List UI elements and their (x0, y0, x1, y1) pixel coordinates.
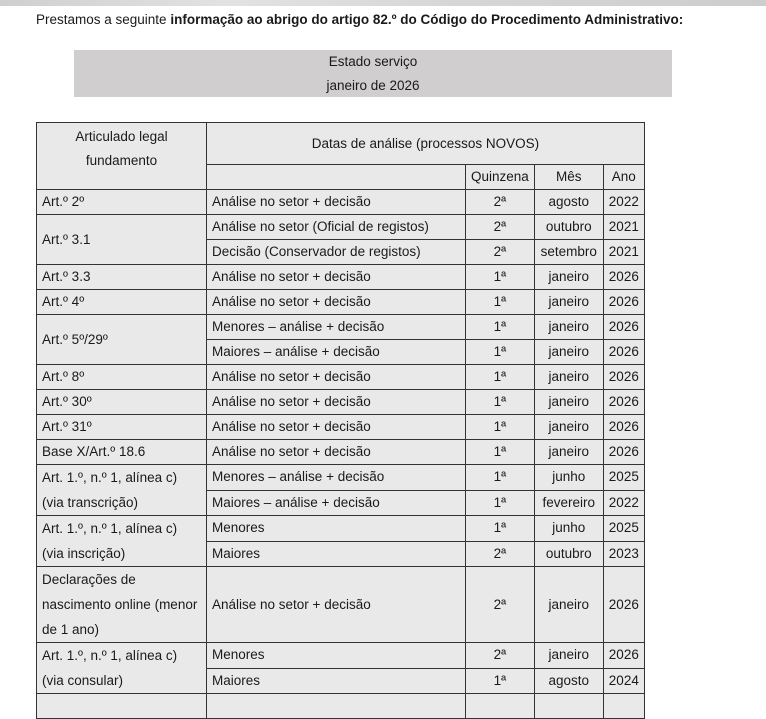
description-cell: Análise no setor (Oficial de registos) (207, 215, 466, 240)
year-cell: 2025 (603, 465, 644, 491)
month-cell: janeiro (534, 440, 603, 465)
description-cell: Análise no setor + decisão (207, 290, 466, 315)
year-cell: 2026 (603, 340, 644, 365)
table-row (37, 215, 645, 240)
description-cell: Menores – análise + decisão (207, 465, 466, 491)
table-row (37, 265, 645, 290)
description-cell: Maiores (207, 668, 466, 694)
year-cell: 2026 (603, 290, 644, 315)
table-row (37, 290, 645, 315)
month-cell: janeiro (534, 315, 603, 340)
description-cell: Decisão (Conservador de registos) (207, 240, 466, 265)
intro-text (36, 12, 683, 27)
year-cell: 2024 (603, 668, 644, 694)
year-cell: 2021 (603, 240, 644, 265)
legal-basis-cell: Art.º 31º (37, 415, 207, 440)
month-cell: janeiro (534, 340, 603, 365)
month-cell: agosto (534, 190, 603, 215)
top-strip (0, 0, 766, 6)
description-cell: Análise no setor + decisão (207, 190, 466, 215)
description-cell: Menores (207, 643, 466, 669)
description-cell: Análise no setor + decisão (207, 567, 466, 643)
year-cell: 2022 (603, 490, 644, 516)
table-row (37, 315, 645, 340)
intro-prefix: Prestamos a seguinte (36, 12, 171, 27)
table-row (37, 440, 645, 465)
quinzena-cell: 1ª (466, 340, 535, 365)
table-row (37, 390, 645, 415)
quinzena-cell: 1ª (466, 440, 535, 465)
year-cell: 2026 (603, 567, 644, 643)
month-cell: outubro (534, 215, 603, 240)
month-cell: janeiro (534, 567, 603, 643)
month-cell: junho (534, 465, 603, 491)
legal-basis-cell: Art.º 3.1 (37, 215, 207, 265)
month-cell: junho (534, 516, 603, 542)
table-row (37, 516, 645, 542)
table-row (37, 415, 645, 440)
month-cell: janeiro (534, 365, 603, 390)
quinzena-cell: 1ª (466, 265, 535, 290)
title-line-1: Estado serviço (328, 54, 418, 69)
description-cell: Maiores – análise + decisão (207, 490, 466, 516)
quinzena-cell: 1ª (466, 668, 535, 694)
quinzena-cell: 1ª (466, 490, 535, 516)
legal-basis-cell: Base X/Art.º 18.6 (37, 440, 207, 465)
quinzena-cell: 1ª (466, 365, 535, 390)
year-cell: 2026 (603, 643, 644, 669)
month-cell: setembro (534, 240, 603, 265)
quinzena-cell: 1ª (466, 390, 535, 415)
legal-basis-cell: Art.º 3.3 (37, 265, 207, 290)
title-box (74, 50, 672, 97)
year-cell (603, 694, 644, 719)
quinzena-cell: 1ª (466, 290, 535, 315)
quinzena-cell: 1ª (466, 465, 535, 491)
description-cell: Maiores (207, 541, 466, 567)
description-cell: Maiores – análise + decisão (207, 340, 466, 365)
table-row (37, 567, 645, 643)
description-cell (207, 694, 466, 719)
legal-basis-cell: Declarações de nascimento online (menor de 1 ano) (37, 567, 207, 643)
year-cell: 2026 (603, 315, 644, 340)
status-table (36, 122, 645, 719)
quinzena-cell: 2ª (466, 643, 535, 669)
month-cell: janeiro (534, 390, 603, 415)
header-mes: Mês (534, 165, 603, 190)
table-row (37, 643, 645, 669)
table-row (37, 365, 645, 390)
quinzena-cell (466, 694, 535, 719)
legal-basis-cell (37, 694, 207, 719)
year-cell: 2021 (603, 215, 644, 240)
quinzena-cell: 1ª (466, 516, 535, 542)
quinzena-cell: 2ª (466, 190, 535, 215)
year-cell: 2025 (603, 516, 644, 542)
legal-basis-cell: Art. 1.º, n.º 1, alínea c) (via transcrição) (37, 465, 207, 516)
quinzena-cell: 1ª (466, 415, 535, 440)
year-cell: 2026 (603, 440, 644, 465)
description-cell: Análise no setor + decisão (207, 265, 466, 290)
header-quinzena: Quinzena (466, 165, 535, 190)
quinzena-cell: 2ª (466, 541, 535, 567)
table-row (37, 694, 645, 719)
month-cell: janeiro (534, 265, 603, 290)
month-cell: outubro (534, 541, 603, 567)
table-row (37, 190, 645, 215)
year-cell: 2022 (603, 190, 644, 215)
header-group: Datas de análise (processos NOVOS) (207, 123, 645, 165)
legal-basis-cell: Art.º 2º (37, 190, 207, 215)
month-cell (534, 694, 603, 719)
year-cell: 2026 (603, 415, 644, 440)
legal-basis-cell: Art.º 8º (37, 365, 207, 390)
legal-basis-cell: Art.º 4º (37, 290, 207, 315)
quinzena-cell: 2ª (466, 567, 535, 643)
header-legal: Articulado legal fundamento (37, 123, 207, 190)
year-cell: 2026 (603, 365, 644, 390)
year-cell: 2026 (603, 390, 644, 415)
quinzena-cell: 2ª (466, 215, 535, 240)
intro-bold: informação ao abrigo do artigo 82.º do Código do Procedimento Administrativo: (170, 12, 684, 27)
header-desc-empty (207, 165, 466, 190)
month-cell: janeiro (534, 415, 603, 440)
description-cell: Análise no setor + decisão (207, 440, 466, 465)
description-cell: Análise no setor + decisão (207, 365, 466, 390)
quinzena-cell: 1ª (466, 315, 535, 340)
description-cell: Menores (207, 516, 466, 542)
description-cell: Menores – análise + decisão (207, 315, 466, 340)
month-cell: fevereiro (534, 490, 603, 516)
legal-basis-cell: Art. 1.º, n.º 1, alínea c) (via inscrição) (37, 516, 207, 567)
legal-basis-cell: Art. 1.º, n.º 1, alínea c) (via consular) (37, 643, 207, 694)
legal-basis-cell: Art.º 5º/29º (37, 315, 207, 365)
year-cell: 2026 (603, 265, 644, 290)
month-cell: agosto (534, 668, 603, 694)
month-cell: janeiro (534, 290, 603, 315)
header-ano: Ano (603, 165, 644, 190)
table-row (37, 465, 645, 491)
description-cell: Análise no setor + decisão (207, 415, 466, 440)
description-cell: Análise no setor + decisão (207, 390, 466, 415)
table-body (37, 190, 645, 719)
title-line-2: janeiro de 2026 (326, 77, 420, 93)
legal-basis-cell: Art.º 30º (37, 390, 207, 415)
year-cell: 2023 (603, 541, 644, 567)
month-cell: janeiro (534, 643, 603, 669)
quinzena-cell: 2ª (466, 240, 535, 265)
